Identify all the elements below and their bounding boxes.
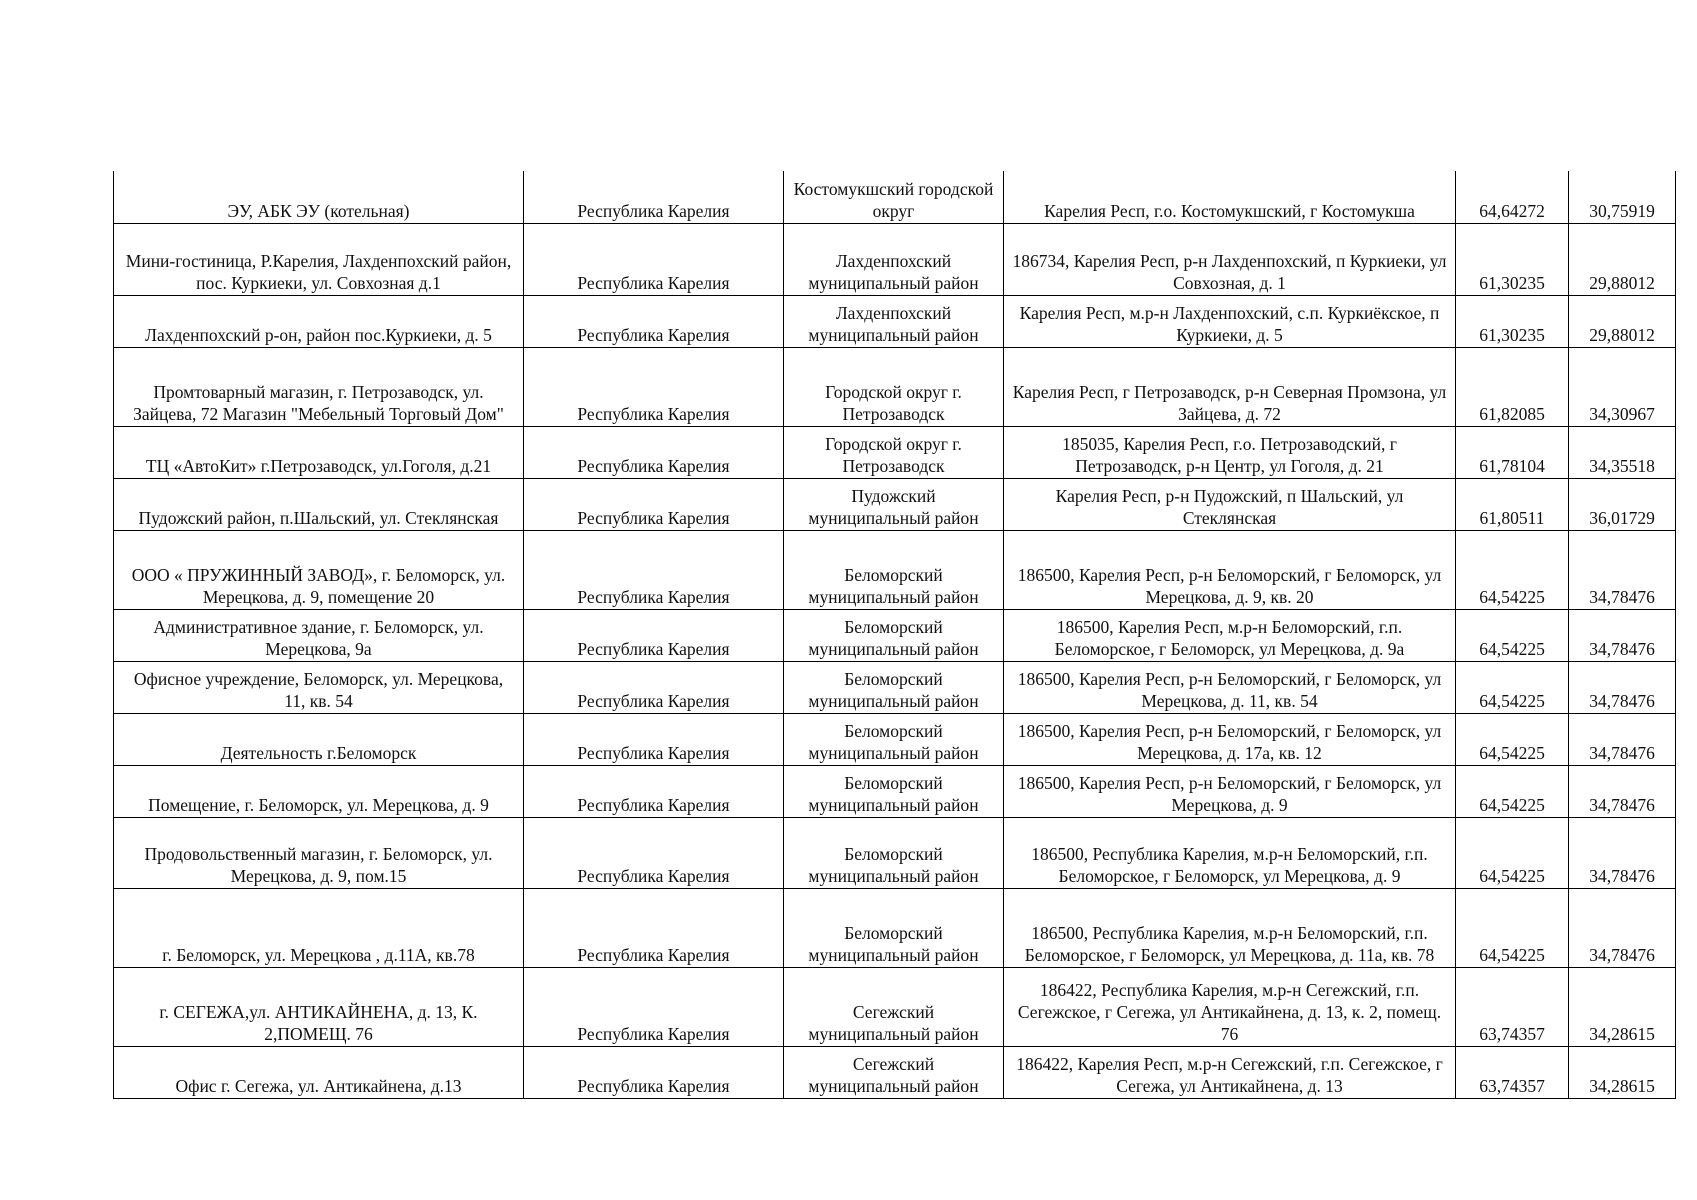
cell-district: Пудожский муниципальный район <box>784 478 1004 530</box>
table-row <box>114 609 1676 661</box>
cell-name: г. СЕГЕЖА,ул. АНТИКАЙНЕНА, д. 13, К. 2,ПОМЕЩ. 76 <box>114 967 524 1046</box>
cell-address: 186500, Карелия Респ, р-н Беломорский, г Беломорск, ул Мерецкова, д. 17а, кв. 12 <box>1004 713 1456 765</box>
cell-address: 185035, Карелия Респ, г.о. Петрозаводский, г Петрозаводск, р-н Центр, ул Гоголя, д. 21 <box>1004 426 1456 478</box>
cell-latitude: 61,30235 <box>1456 223 1569 295</box>
table-row <box>114 817 1676 888</box>
cell-name: ТЦ «АвтоКит» г.Петрозаводск, ул.Гоголя, д.21 <box>114 426 524 478</box>
cell-longitude: 34,28615 <box>1569 1046 1676 1098</box>
table-row <box>114 661 1676 713</box>
table-row <box>114 426 1676 478</box>
cell-region: Республика Карелия <box>524 765 784 817</box>
cell-region: Республика Карелия <box>524 967 784 1046</box>
cell-latitude: 64,54225 <box>1456 713 1569 765</box>
cell-address: 186500, Карелия Респ, р-н Беломорский, г Беломорск, ул Мерецкова, д. 9 <box>1004 765 1456 817</box>
cell-longitude: 34,35518 <box>1569 426 1676 478</box>
cell-region: Республика Карелия <box>524 1046 784 1098</box>
cell-longitude: 34,78476 <box>1569 765 1676 817</box>
cell-name: ООО « ПРУЖИННЫЙ ЗАВОД», г. Беломорск, ул. Мерецкова, д. 9, помещение 20 <box>114 530 524 609</box>
cell-district: Беломорский муниципальный район <box>784 713 1004 765</box>
cell-address: 186500, Карелия Респ, м.р-н Беломорский, г.п. Беломорское, г Беломорск, ул Мерецкова, д. 9а <box>1004 609 1456 661</box>
cell-address: 186734, Карелия Респ, р-н Лахденпохский, п Куркиеки, ул Совхозная, д. 1 <box>1004 223 1456 295</box>
table-row <box>114 888 1676 967</box>
cell-region: Республика Карелия <box>524 661 784 713</box>
cell-region: Республика Карелия <box>524 609 784 661</box>
cell-longitude: 34,30967 <box>1569 347 1676 426</box>
cell-region: Республика Карелия <box>524 888 784 967</box>
cell-name: Пудожский район, п.Шальский, ул. Стеклянская <box>114 478 524 530</box>
cell-latitude: 61,30235 <box>1456 295 1569 347</box>
cell-name: Офисное учреждение, Беломорск, ул. Мерецкова, 11, кв. 54 <box>114 661 524 713</box>
cell-region: Республика Карелия <box>524 426 784 478</box>
cell-longitude: 34,78476 <box>1569 609 1676 661</box>
cell-latitude: 61,80511 <box>1456 478 1569 530</box>
cell-name: Помещение, г. Беломорск, ул. Мерецкова, д. 9 <box>114 765 524 817</box>
cell-name: Промтоварный магазин, г. Петрозаводск, ул. Зайцева, 72 Магазин "Мебельный Торговый Дом" <box>114 347 524 426</box>
table-row <box>114 478 1676 530</box>
cell-latitude: 64,54225 <box>1456 888 1569 967</box>
cell-name: ЭУ, АБК ЭУ (котельная) <box>114 171 524 223</box>
cell-longitude: 30,75919 <box>1569 171 1676 223</box>
cell-name: г. Беломорск, ул. Мерецкова , д.11А, кв.78 <box>114 888 524 967</box>
cell-latitude: 64,64272 <box>1456 171 1569 223</box>
cell-district: Беломорский муниципальный район <box>784 530 1004 609</box>
cell-longitude: 34,78476 <box>1569 888 1676 967</box>
cell-region: Республика Карелия <box>524 817 784 888</box>
cell-district: Беломорский муниципальный район <box>784 609 1004 661</box>
cell-longitude: 34,78476 <box>1569 530 1676 609</box>
cell-name: Офис г. Сегежа, ул. Антикайнена, д.13 <box>114 1046 524 1098</box>
cell-district: Сегежский муниципальный район <box>784 1046 1004 1098</box>
cell-district: Лахденпохский муниципальный район <box>784 295 1004 347</box>
table-row <box>114 223 1676 295</box>
cell-latitude: 64,54225 <box>1456 765 1569 817</box>
table-row <box>114 295 1676 347</box>
table-row <box>114 713 1676 765</box>
cell-longitude: 34,78476 <box>1569 661 1676 713</box>
table-body <box>114 171 1676 1098</box>
cell-latitude: 64,54225 <box>1456 817 1569 888</box>
cell-address: Карелия Респ, р-н Пудожский, п Шальский, ул Стеклянская <box>1004 478 1456 530</box>
cell-longitude: 34,78476 <box>1569 817 1676 888</box>
cell-longitude: 34,28615 <box>1569 967 1676 1046</box>
table-row <box>114 1046 1676 1098</box>
cell-latitude: 61,82085 <box>1456 347 1569 426</box>
cell-address: Карелия Респ, г Петрозаводск, р-н Северная Промзона, ул Зайцева, д. 72 <box>1004 347 1456 426</box>
facilities-table <box>113 171 1676 1099</box>
cell-address: 186500, Республика Карелия, м.р-н Беломорский, г.п. Беломорское, г Беломорск, ул Мерецкова, д. 9 <box>1004 817 1456 888</box>
cell-region: Республика Карелия <box>524 171 784 223</box>
cell-latitude: 64,54225 <box>1456 530 1569 609</box>
cell-address: 186500, Карелия Респ, р-н Беломорский, г Беломорск, ул Мерецкова, д. 9, кв. 20 <box>1004 530 1456 609</box>
cell-district: Лахденпохский муниципальный район <box>784 223 1004 295</box>
cell-latitude: 63,74357 <box>1456 967 1569 1046</box>
cell-name: Лахденпохский р-он, район пос.Куркиеки, д. 5 <box>114 295 524 347</box>
cell-district: Городской округ г. Петрозаводск <box>784 426 1004 478</box>
cell-district: Беломорский муниципальный район <box>784 888 1004 967</box>
cell-district: Костомукшский городской округ <box>784 171 1004 223</box>
cell-name: Мини-гостиница, Р.Карелия, Лахденпохский район, пос. Куркиеки, ул. Совхозная д.1 <box>114 223 524 295</box>
cell-latitude: 61,78104 <box>1456 426 1569 478</box>
table-row <box>114 171 1676 223</box>
cell-district: Беломорский муниципальный район <box>784 765 1004 817</box>
cell-address: 186500, Карелия Респ, р-н Беломорский, г Беломорск, ул Мерецкова, д. 11, кв. 54 <box>1004 661 1456 713</box>
cell-address: Карелия Респ, г.о. Костомукшский, г Костомукша <box>1004 171 1456 223</box>
cell-address: 186422, Карелия Респ, м.р-н Сегежский, г.п. Сегежское, г Сегежа, ул Антикайнена, д. 13 <box>1004 1046 1456 1098</box>
cell-address: Карелия Респ, м.р-н Лахденпохский, с.п. Куркиёкское, п Куркиеки, д. 5 <box>1004 295 1456 347</box>
cell-district: Городской округ г. Петрозаводск <box>784 347 1004 426</box>
table-row <box>114 347 1676 426</box>
table-row <box>114 765 1676 817</box>
cell-name: Административное здание, г. Беломорск, ул. Мерецкова, 9а <box>114 609 524 661</box>
cell-region: Республика Карелия <box>524 295 784 347</box>
cell-longitude: 34,78476 <box>1569 713 1676 765</box>
cell-district: Беломорский муниципальный район <box>784 661 1004 713</box>
cell-region: Республика Карелия <box>524 713 784 765</box>
cell-district: Сегежский муниципальный район <box>784 967 1004 1046</box>
cell-name: Продовольственный магазин, г. Беломорск, ул. Мерецкова, д. 9, пом.15 <box>114 817 524 888</box>
cell-region: Республика Карелия <box>524 347 784 426</box>
cell-address: 186422, Республика Карелия, м.р-н Сегежский, г.п. Сегежское, г Сегежа, ул Антикайнена, д. 13, к. 2, помещ. 76 <box>1004 967 1456 1046</box>
table-row <box>114 530 1676 609</box>
cell-longitude: 29,88012 <box>1569 223 1676 295</box>
cell-longitude: 36,01729 <box>1569 478 1676 530</box>
cell-latitude: 64,54225 <box>1456 661 1569 713</box>
cell-district: Беломорский муниципальный район <box>784 817 1004 888</box>
cell-longitude: 29,88012 <box>1569 295 1676 347</box>
cell-address: 186500, Республика Карелия, м.р-н Беломорский, г.п. Беломорское, г Беломорск, ул Мерецкова, д. 11а, кв. 78 <box>1004 888 1456 967</box>
cell-region: Республика Карелия <box>524 530 784 609</box>
cell-name: Деятельность г.Беломорск <box>114 713 524 765</box>
cell-region: Республика Карелия <box>524 223 784 295</box>
cell-latitude: 64,54225 <box>1456 609 1569 661</box>
table-row <box>114 967 1676 1046</box>
cell-latitude: 63,74357 <box>1456 1046 1569 1098</box>
cell-region: Республика Карелия <box>524 478 784 530</box>
